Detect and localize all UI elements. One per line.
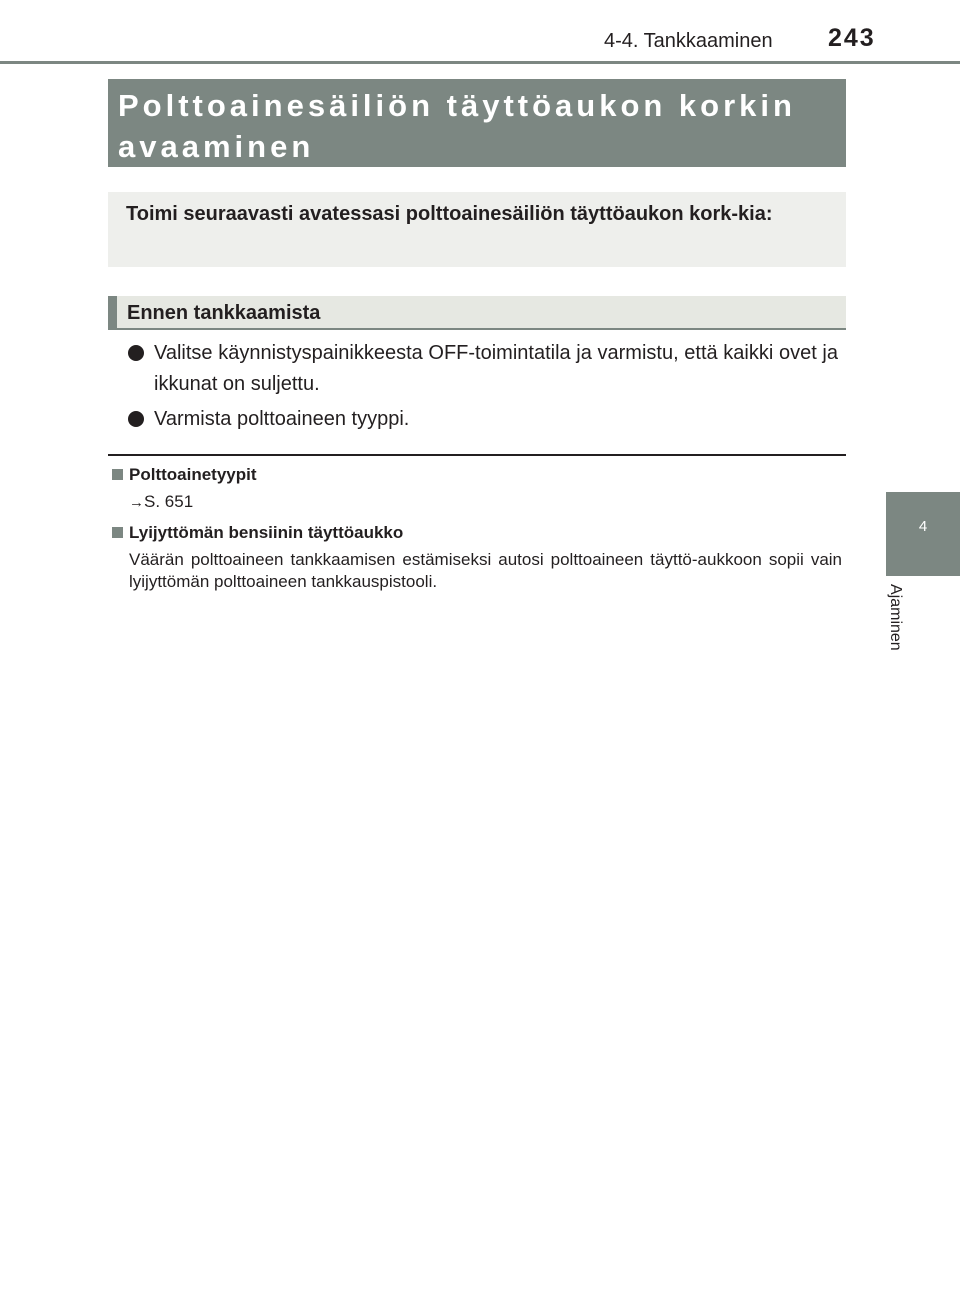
- page-title: Polttoainesäiliön täyttöaukon korkin avaaminen: [118, 88, 796, 164]
- list-item-text: Valitse käynnistyspainikkeesta OFF-toimintatila ja varmistu, että kaikki ovet ja ikkunat on suljettu.: [154, 342, 838, 395]
- page-reference-text: S. 651: [144, 492, 194, 511]
- section-title: 4-4. Tankkaaminen: [604, 30, 773, 52]
- chapter-number: 4: [918, 518, 928, 535]
- square-bullet-icon: [112, 527, 123, 538]
- notes-divider: [108, 454, 846, 456]
- list-item-text: Varmista polttoaineen tyyppi.: [154, 408, 410, 430]
- note-unleaded-inlet: [112, 522, 842, 593]
- list-item: [126, 338, 838, 400]
- bullet-icon: [128, 411, 144, 427]
- intro-text: Toimi seuraavasti avatessasi polttoainesäiliön täyttöaukon kork-kia:: [126, 203, 773, 225]
- note-title-text: Polttoainetyypit: [129, 465, 257, 484]
- note-fuel-types: [112, 464, 842, 514]
- chapter-label: Ajaminen: [887, 584, 904, 651]
- page-reference[interactable]: [129, 491, 842, 514]
- bullet-icon: [128, 345, 144, 361]
- note-title-text: Lyijyttömän bensiinin täyttöaukko: [129, 523, 404, 542]
- section-title-box: [108, 79, 846, 167]
- header-divider: [0, 61, 960, 64]
- note-title: [112, 522, 842, 544]
- chapter-label-wrapper: [886, 584, 926, 674]
- list-item: [126, 404, 838, 435]
- subheading-accent: [108, 296, 117, 330]
- subheading: Ennen tankkaamista: [127, 302, 321, 324]
- bullet-list: [126, 338, 838, 439]
- page-number: 243: [828, 24, 876, 52]
- arrow-right-icon: →: [129, 494, 144, 511]
- square-bullet-icon: [112, 469, 123, 480]
- chapter-tab: [886, 492, 960, 576]
- subheading-bar: [108, 296, 846, 330]
- note-title: [112, 464, 842, 486]
- intro-box: [108, 192, 846, 267]
- note-body: Väärän polttoaineen tankkaamisen estämiseksi autosi polttoaineen täyttö-aukkoon sopii vain lyijyttömän polttoaineen tankkauspistooli.: [129, 550, 842, 591]
